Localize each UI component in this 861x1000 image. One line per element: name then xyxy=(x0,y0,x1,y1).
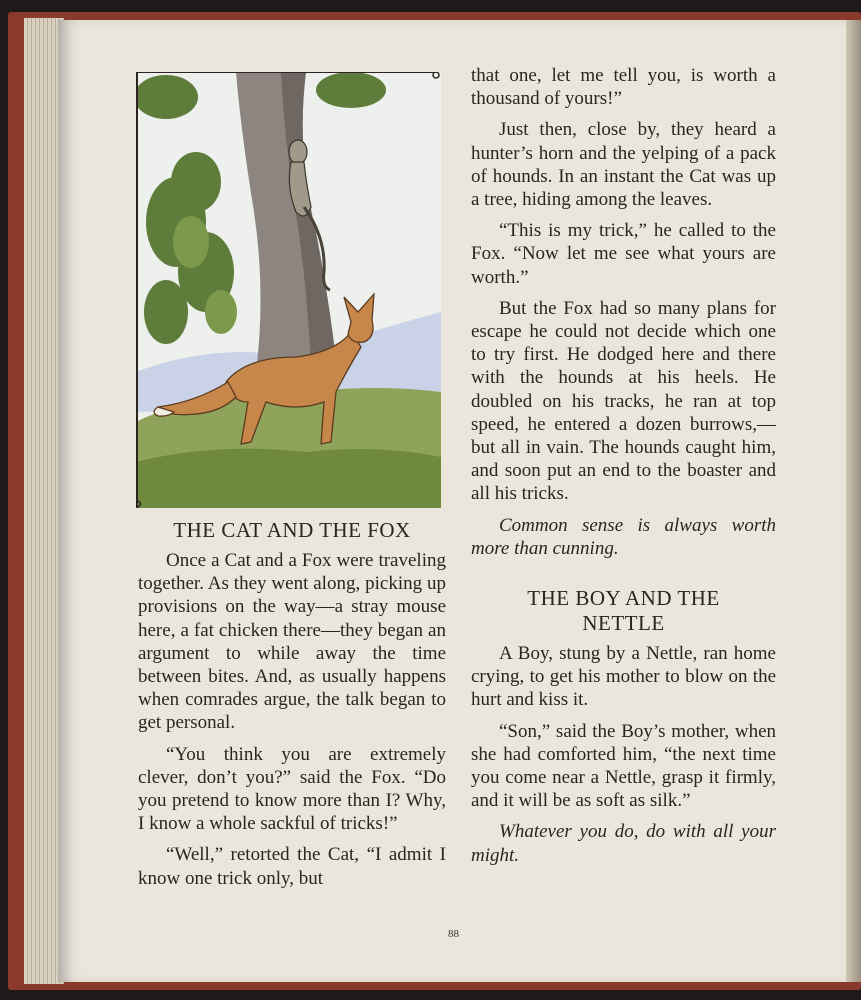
page-number: 88 xyxy=(448,928,459,940)
story-paragraph: A Boy, stung by a Nettle, ran home crying, to get his mother to blow on the hurt and kiss it. xyxy=(471,643,776,711)
story-paragraph-continued xyxy=(138,843,446,889)
left-column xyxy=(138,518,446,890)
story-paragraph: “Son,” said the Boy’s mother, when she had comforted him, “the next time you come near a Nettle, grasp it firmly, and it will be as soft as silk.” xyxy=(471,720,776,812)
story-moral: Common sense is always worth more than cunning. xyxy=(471,514,776,559)
fox-and-cat-illustration xyxy=(136,72,441,508)
story-paragraph: But the Fox had so many plans for escape he could not decide which one to try first. He dodged here and there with the hounds at his heels. He doubled on his tracks, he ran at top speed, he entered a dozen burrows,—but all in vain. The hounds caught him, and soon put an end to the boaster and all his tricks. xyxy=(471,297,776,505)
page-edge-right xyxy=(846,20,861,982)
story-paragraph: Just then, close by, they heard a hunter’s horn and the yelping of a pack of hounds. In an instant the Cat was up a tree, hiding among the leaves. xyxy=(471,119,776,211)
right-column xyxy=(471,64,776,867)
story-paragraph-continuation: that one, let me tell you, is worth a thousand of yours!” xyxy=(471,65,776,110)
story-paragraph: “This is my trick,” he called to the Fox. “Now let me see what yours are worth.” xyxy=(471,220,776,288)
paragraph-start: “Well,” retorted the Cat, “I admit I know one trick only, but xyxy=(138,844,446,889)
story-paragraph: Once a Cat and a Fox were traveling together. As they went along, picking up provisions on the way—a stray mouse here, a fat chicken there—they began an argument to while away the time between bites. And, as usually happens when comrades argue, the talk began to get personal. xyxy=(138,550,446,734)
story-title-cat-and-fox: THE CAT AND THE FOX xyxy=(173,518,411,542)
story-moral: Whatever you do, do with all your might. xyxy=(471,821,776,866)
story-title-boy-and-nettle: THE BOY AND THE NETTLE xyxy=(527,586,720,636)
story-paragraph: “You think you are extremely clever, don’t you?” said the Fox. “Do you pretend to know more than I? Why, I know a whole sackful of tricks!” xyxy=(138,743,446,835)
